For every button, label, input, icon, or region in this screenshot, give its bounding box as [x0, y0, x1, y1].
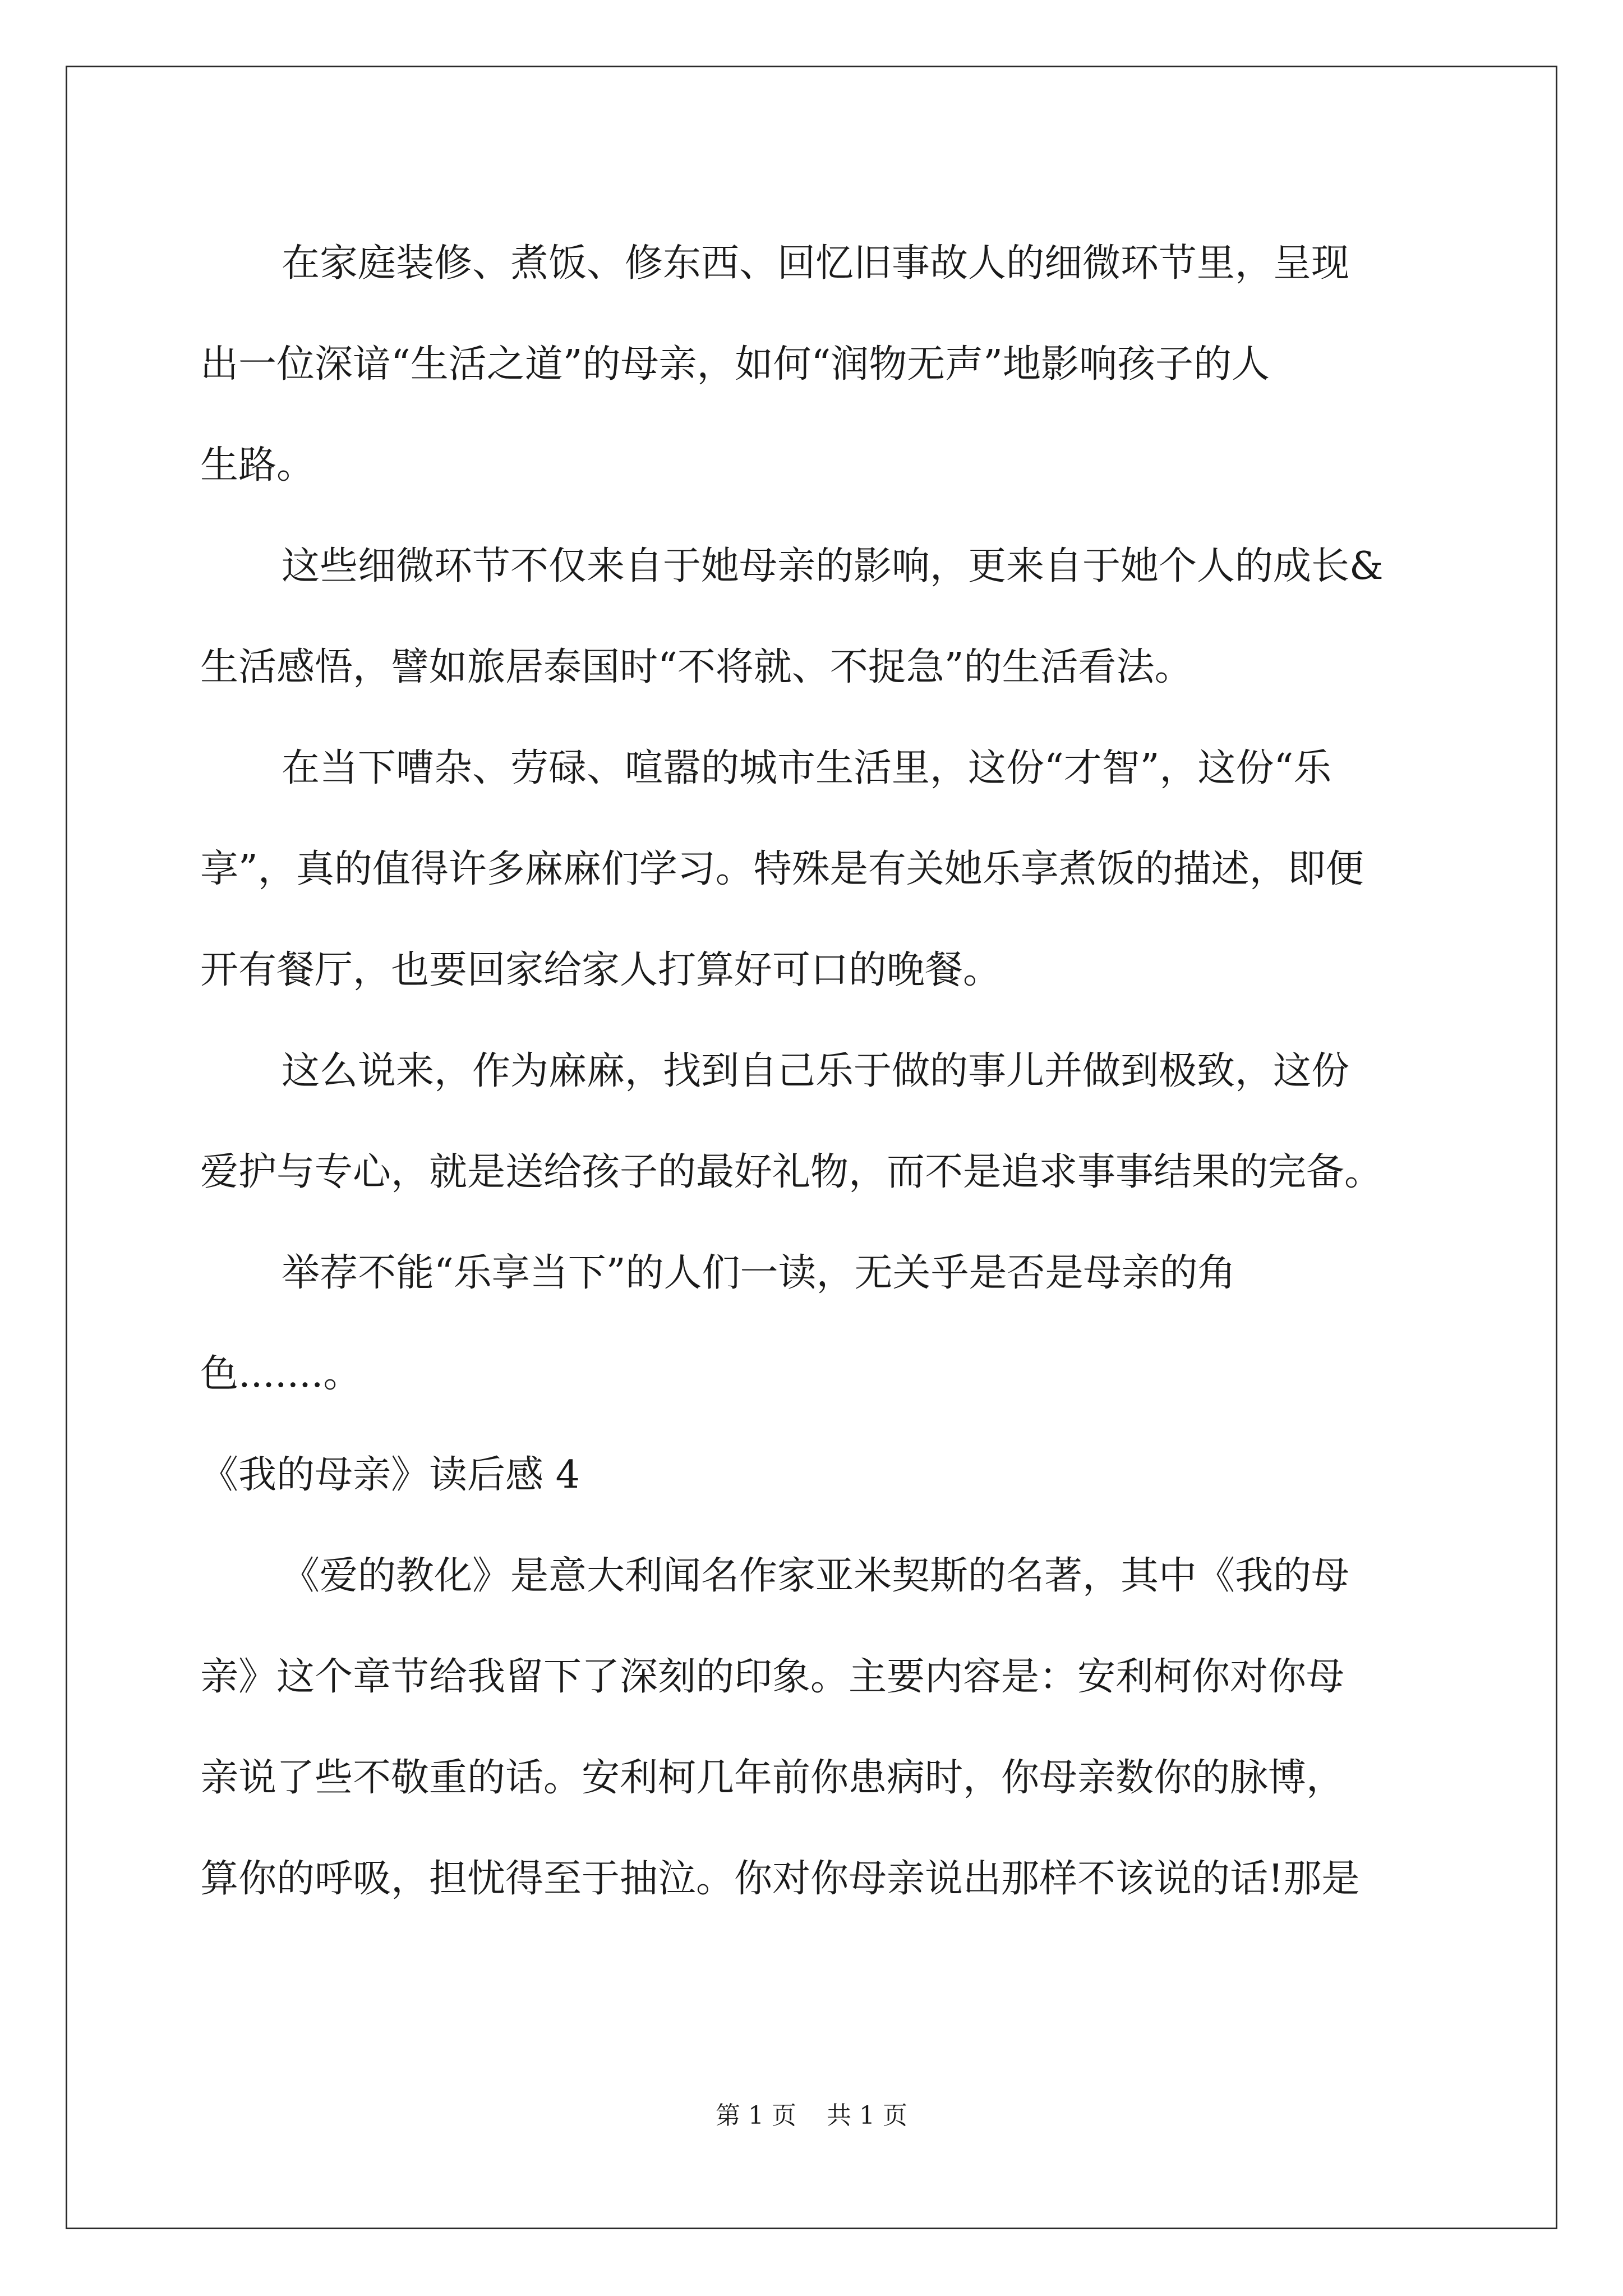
paragraph-line: 算你的呼吸，担忧得至于抽泣。你对你母亲说出那样不该说的话!那是 [200, 1857, 1360, 1901]
paragraph-3 [200, 718, 1428, 1021]
paragraph-6 [200, 1526, 1428, 1930]
paragraph-line: 色.......。 [200, 1352, 362, 1396]
paragraph-line: 开有餐厅，也要回家给家人打算好可口的晚餐。 [200, 948, 1002, 992]
paragraph-1 [200, 213, 1428, 516]
page-total: 共 1 页 [827, 2101, 907, 2130]
paragraph-line: 《爱的教化》是意大利闻名作家亚米契斯的名著，其中《我的母 [282, 1554, 1350, 1598]
paragraph-5 [200, 1223, 1428, 1425]
document-body [200, 213, 1428, 1930]
paragraph-line: 这些细微环节不仅来自于她母亲的影响，更来自于她个人的成长& [282, 544, 1384, 588]
paragraph-line: 举荐不能“乐享当下”的人们一读，无关乎是否是母亲的角 [282, 1251, 1236, 1295]
section-heading: 《我的母亲》读后感 4 [200, 1453, 580, 1497]
paragraph-line: 这么说来，作为麻麻，找到自己乐于做的事儿并做到极致，这份 [282, 1049, 1350, 1093]
paragraph-line: 在当下嘈杂、劳碌、喧嚣的城市生活里，这份“才智”，这份“乐 [282, 746, 1332, 790]
paragraph-4 [200, 1021, 1428, 1223]
paragraph-line: 出一位深谙“生活之道”的母亲，如何“润物无声”地影响孩子的人 [200, 342, 1270, 386]
page-number: 第 1 页 [716, 2101, 796, 2130]
paragraph-line: 生活感悟，譬如旅居泰国时“不将就、不捉急”的生活看法。 [200, 645, 1193, 689]
paragraph-line: 生路。 [200, 443, 315, 487]
paragraph-2 [200, 516, 1428, 718]
paragraph-line: 享”，真的值得许多麻麻们学习。特殊是有关她乐享煮饭的描述，即便 [200, 847, 1364, 891]
paragraph-line: 亲》这个章节给我留下了深刻的印象。主要内容是：安利柯你对你母 [200, 1655, 1345, 1699]
page-footer [0, 2095, 1623, 2131]
paragraph-line: 在家庭装修、煮饭、修东西、回忆旧事故人的细微环节里，呈现 [282, 241, 1350, 286]
paragraph-line: 亲说了些不敬重的话。安利柯几年前你患病时，你母亲数你的脉博， [200, 1756, 1345, 1800]
paragraph-line: 爱护与专心，就是送给孩子的最好礼物，而不是追求事事结果的完备。 [200, 1150, 1383, 1194]
